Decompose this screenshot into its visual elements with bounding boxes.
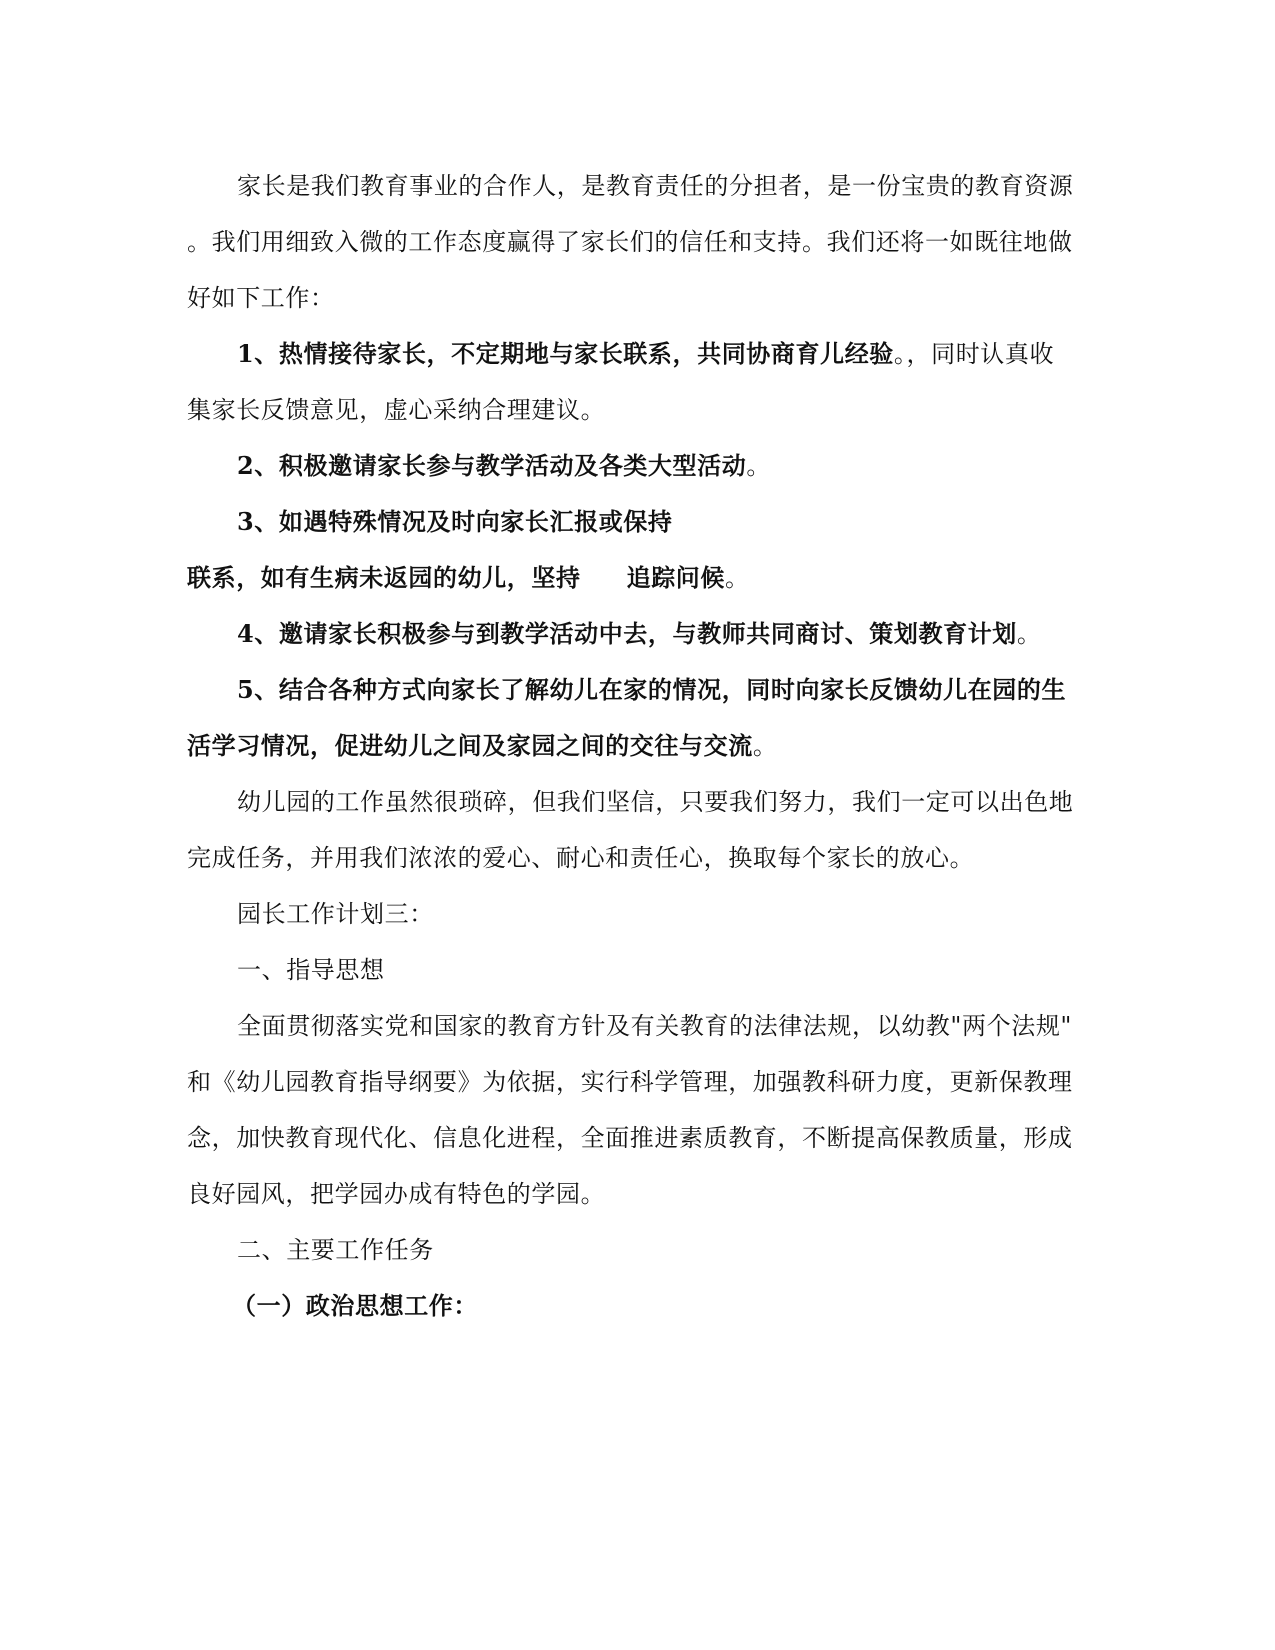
list-item-5-rest: 。 — [752, 732, 778, 760]
list-item-2 — [237, 450, 771, 482]
list-item-2-bold: 2、积极邀请家长参与教学活动及各类大型活动 — [237, 451, 747, 480]
paragraph-line: 好如下工作： — [187, 284, 335, 312]
list-item-1-cont: 集家长反馈意见，虚心采纳合理建议。 — [187, 396, 606, 424]
list-item-3-part-c: 。 — [725, 564, 750, 592]
paragraph-line: 家长是我们教育事业的合作人，是教育责任的分担者，是一份宝贵的教育资源 — [237, 172, 1074, 200]
list-item-3-cont — [187, 562, 750, 594]
subsection-heading-political: （一）政治思想工作： — [232, 1291, 478, 1320]
list-item-5-cont — [187, 730, 777, 762]
list-item-3-part-a: 联系，如有生病未返园的幼儿，坚持 — [187, 563, 581, 592]
list-item-3-part-b: 追踪问候 — [626, 563, 726, 592]
paragraph-line: 和《幼儿园教育指导纲要》为依据，实行科学管理，加强教科研力度，更新保教理 — [187, 1068, 1073, 1096]
list-item-1 — [237, 338, 1054, 370]
paragraph-line: 念，加快教育现代化、信息化进程，全面推进素质教育，不断提高保教质量，形成 — [187, 1124, 1073, 1152]
paragraph-line: 良好园风，把学园办成有特色的学园。 — [187, 1180, 606, 1208]
list-item-4-rest: 。 — [1016, 620, 1042, 648]
paragraph-line: 。我们用细致入微的工作态度赢得了家长们的信任和支持。我们还将一如既往地做 — [187, 228, 1073, 256]
list-item-2-rest: 。 — [746, 452, 771, 480]
list-item-5: 5、结合各种方式向家长了解幼儿在家的情况，同时向家长反馈幼儿在园的生 — [237, 675, 1067, 704]
paragraph-line: 幼儿园的工作虽然很琐碎，但我们坚信，只要我们努力，我们一定可以出色地 — [237, 788, 1074, 816]
section-heading-plan3: 园长工作计划三： — [237, 900, 434, 928]
list-item-3: 3、如遇特殊情况及时向家长汇报或保持 — [237, 507, 673, 536]
list-item-4 — [237, 618, 1042, 650]
list-item-5-bold: 活学习情况，促进幼儿之间及家园之间的交往与交流 — [187, 731, 753, 760]
section-heading-tasks: 二、主要工作任务 — [237, 1236, 434, 1264]
list-item-4-bold: 4、邀请家长积极参与到教学活动中去，与教师共同商讨、策划教育计划 — [237, 619, 1017, 648]
list-item-1-rest: 。，同时认真收 — [893, 340, 1055, 368]
paragraph-line: 完成任务，并用我们浓浓的爱心、耐心和责任心，换取每个家长的放心。 — [187, 844, 975, 872]
section-heading-guiding: 一、指导思想 — [237, 956, 385, 984]
list-item-1-bold: 1、热情接待家长，不定期地与家长联系，共同协商育儿经验 — [237, 339, 894, 368]
paragraph-line: 全面贯彻落实党和国家的教育方针及有关教育的法律法规，以幼教"两个法规" — [237, 1012, 1073, 1040]
